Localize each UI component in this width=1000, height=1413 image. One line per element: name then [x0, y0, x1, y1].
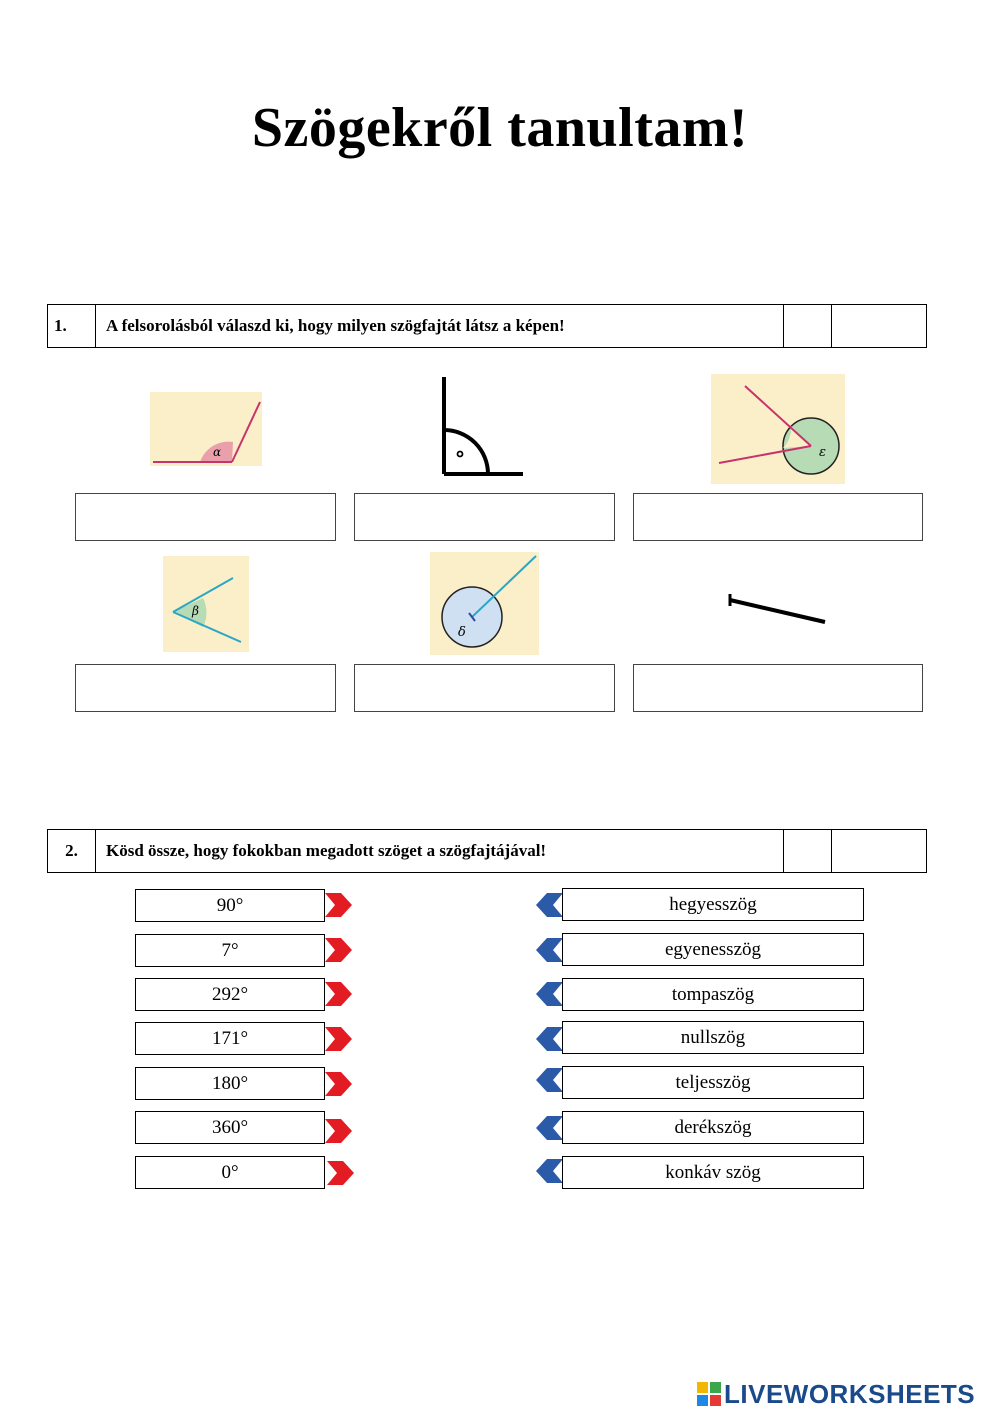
left-arrow-icon[interactable]: [535, 1115, 565, 1141]
angle-type-box: hegyesszög: [562, 888, 864, 921]
right-arrow-icon[interactable]: [323, 1118, 353, 1144]
degree-box: 7°: [135, 934, 325, 967]
right-arrow-icon[interactable]: [323, 892, 353, 918]
angle-type-box: konkáv szög: [562, 1156, 864, 1189]
answer-box-4[interactable]: [75, 664, 336, 712]
left-arrow-icon[interactable]: [535, 1026, 565, 1052]
answer-box-5[interactable]: [354, 664, 615, 712]
degree-box: 0°: [135, 1156, 325, 1189]
task1-header: [47, 304, 927, 348]
answer-box-3[interactable]: [633, 493, 923, 541]
left-arrow-icon[interactable]: [535, 981, 565, 1007]
task2-instruction: Kösd össze, hogy fokokban megadott szöget a szögfajtájával!: [96, 830, 784, 872]
degree-box: 360°: [135, 1111, 325, 1144]
angle-type-box: nullszög: [562, 1021, 864, 1054]
epsilon-label: ε: [819, 445, 826, 460]
degree-box: 292°: [135, 978, 325, 1011]
answer-box-6[interactable]: [633, 664, 923, 712]
left-arrow-icon[interactable]: [535, 1158, 565, 1184]
task2-number: 2.: [48, 830, 96, 872]
full-angle-image: [430, 552, 539, 655]
page-title: Szögekről tanultam!: [251, 97, 749, 159]
right-angle-image: [430, 372, 530, 482]
task2-header: [47, 829, 927, 873]
logo-grid-icon: [697, 1382, 721, 1406]
liveworksheets-logo: [697, 1380, 975, 1408]
angle-type-box: tompaszög: [562, 978, 864, 1011]
angle-type-box: derékszög: [562, 1111, 864, 1144]
left-arrow-icon[interactable]: [535, 937, 565, 963]
acute-angle-image: [163, 556, 249, 652]
obtuse-angle-image: [150, 392, 262, 466]
task1-score-cell: [784, 305, 832, 347]
left-arrow-icon[interactable]: [535, 1067, 565, 1093]
straight-line-image: [722, 586, 832, 630]
task2-points-cell: [832, 830, 926, 872]
brand-name: LIVEWORKSHEETS: [724, 1378, 976, 1409]
degree-box: 90°: [135, 889, 325, 922]
task1-number: 1.: [48, 305, 96, 347]
degree-box: 171°: [135, 1022, 325, 1055]
right-arrow-icon[interactable]: [323, 1071, 353, 1097]
right-arrow-icon[interactable]: [325, 1160, 355, 1186]
beta-label: β: [192, 604, 199, 618]
alpha-label: α: [213, 445, 222, 459]
task1-points-cell: [832, 305, 926, 347]
concave-angle-image: [711, 374, 845, 484]
degree-box: 180°: [135, 1067, 325, 1100]
angle-type-box: egyenesszög: [562, 933, 864, 966]
task2-score-cell: [784, 830, 832, 872]
answer-box-1[interactable]: [75, 493, 336, 541]
right-arrow-icon[interactable]: [323, 937, 353, 963]
right-arrow-icon[interactable]: [323, 981, 353, 1007]
task1-instruction: A felsorolásból válaszd ki, hogy milyen szögfajtát látsz a képen!: [96, 305, 784, 347]
left-arrow-icon[interactable]: [535, 892, 565, 918]
right-arrow-icon[interactable]: [323, 1026, 353, 1052]
delta-label: δ: [458, 625, 466, 640]
angle-type-box: teljesszög: [562, 1066, 864, 1099]
answer-box-2[interactable]: [354, 493, 615, 541]
